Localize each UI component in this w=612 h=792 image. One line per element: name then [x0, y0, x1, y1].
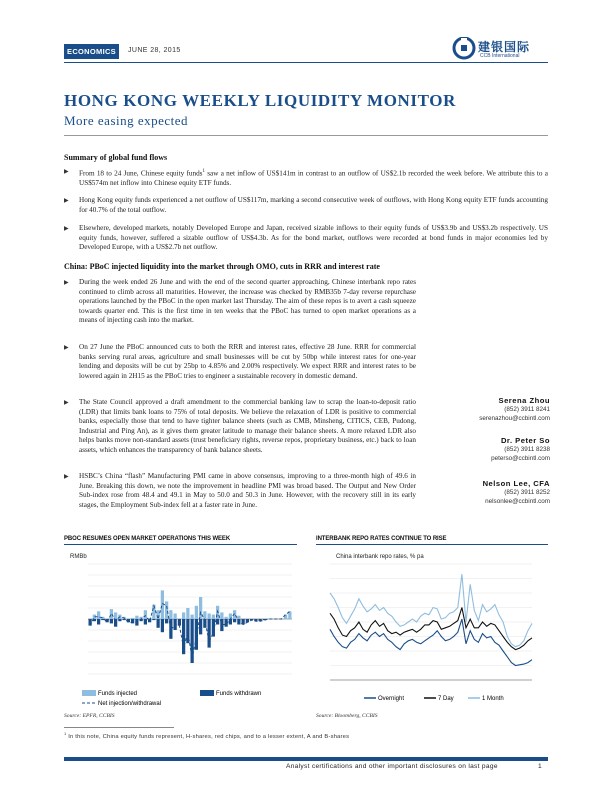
bullet-item: [64, 224, 548, 253]
analyst-phone: (852) 3911 8252: [504, 489, 550, 496]
bar-withdrawn: [182, 619, 185, 654]
legend-swatch-injected: [82, 690, 96, 696]
bar-withdrawn: [123, 619, 126, 620]
chart-source: Source: EPFR, CCBIS: [64, 713, 115, 719]
bar-injected: [165, 601, 168, 619]
footnote-number: 1: [64, 731, 67, 736]
bullet-text: saw a net inflow of US$141m in contrast to an outflow of US$2.1b recorded the week before. We attribute this to a US$574m net inflow into Chinese equity ETF funds.: [79, 169, 548, 187]
bar-injected: [237, 616, 240, 619]
bar-injected: [110, 609, 113, 619]
chart-title-rule: [64, 544, 297, 545]
bullet-item: [64, 472, 416, 510]
analyst-email[interactable]: nelsonlee@ccbintl.com: [485, 498, 550, 505]
chart-title-omo: PBOC RESUMES OPEN MARKET OPERATIONS THIS WEEK: [64, 536, 231, 542]
bullet-item: [64, 398, 416, 456]
section-heading-china: China: PBoC injected liquidity into the market through OMO, cuts in RRR and interest rate: [64, 262, 380, 271]
analyst-card: [491, 436, 550, 463]
analyst-card: [479, 396, 550, 423]
legend-label: Funds withdrawn: [216, 691, 262, 697]
legend-label: Net injection/withdrawal: [98, 701, 162, 707]
bar-injected: [212, 615, 215, 619]
analyst-phone: (852) 3911 8241: [504, 406, 550, 413]
section-tag: ECONOMICS: [64, 44, 119, 59]
bar-injected: [225, 617, 228, 619]
bar-withdrawn: [178, 619, 181, 626]
series-line-overnight: [330, 619, 532, 665]
bullet-text: On 27 June the PBoC announced cuts to both the RRR and interest rates, effective 28 June. RRR for commercial banks serving rural areas, agriculture and small businesses will be cut by 50bp while interest rates for one-year lending and deposits will be cut by 25bp to 4.85% and 2.00% respectively. We expect RRR and interest rates to be lowered again in 2H15 as the PBoC tries to engineer a sustainable recovery in domestic demand.: [79, 343, 416, 380]
bar-injected: [191, 615, 194, 619]
analyst-name: Serena Zhou: [498, 396, 550, 405]
bullet-arrow-icon: ▶: [64, 400, 69, 406]
footer-bar: [64, 757, 548, 761]
page-subtitle: More easing expected: [64, 113, 189, 128]
bar-withdrawn: [216, 619, 219, 625]
bar-injected: [135, 616, 138, 619]
bar-injected: [144, 610, 147, 619]
bullet-arrow-icon: ▶: [64, 345, 69, 351]
bar-withdrawn: [110, 619, 113, 623]
report-date: JUNE 28, 2015: [128, 47, 181, 54]
bar-withdrawn: [144, 619, 147, 625]
bar-withdrawn: [161, 619, 164, 632]
bullet-text: During the week ended 26 June and with the end of the second quarter approaching, Chinese interbank repo rates continued to climb across all maturities. However, the increase was checked by RMB35b 7-day reverse repurchase operations launched by the PBoC in the open market last Thursday. The aim of these repos is to avert a cash squeeze towards quarter end. This is the first time in ten weeks that the PBoC has turned to open market operations as a means of injecting cash into the market.: [79, 278, 416, 325]
analyst-name: Nelson Lee, CFA: [482, 479, 550, 488]
footnote-text: In this note, China equity funds represent, H-shares, red chips, and to a lesser extent, A and B-shares: [66, 733, 350, 740]
footnote-rule: [64, 727, 174, 728]
bar-injected: [208, 614, 211, 620]
page-number: 1: [538, 763, 542, 770]
bar-injected: [199, 597, 202, 619]
bullet-item: [64, 343, 416, 381]
bar-withdrawn: [97, 619, 100, 625]
series-line-7day: [330, 608, 532, 650]
page-title: HONG KONG WEEKLY LIQUIDITY MONITOR: [64, 91, 456, 110]
bullet-item: [64, 167, 548, 189]
bullet-arrow-icon: ▶: [64, 226, 69, 232]
legend-label: 1 Month: [482, 696, 504, 702]
bar-injected: [174, 614, 177, 620]
bullet-arrow-icon: ▶: [64, 474, 69, 480]
chart-title-repo: INTERBANK REPO RATES CONTINUE TO RISE: [316, 536, 447, 542]
chart-source: Source: Bloomberg, CCBIS: [316, 713, 378, 719]
section-heading-fund-flows: Summary of global fund flows: [64, 153, 168, 162]
chart1-ylabel: RMBb: [70, 554, 87, 560]
net-injection-line: [90, 604, 290, 659]
bar-withdrawn: [152, 619, 155, 620]
bar-withdrawn: [165, 619, 168, 623]
bullet-text: HSBC’s China “flash” Manufacturing PMI came in above consensus, improving to a three-month high of 49.6 in June. Breaking this down, we note the improvement in headline PMI was broad based. The Output and New Order Sub-index rose from 48.4 and 49.1 in May to 50.0 and 50.3 in June. However, with the recovery still in its early stages, the Employment Sub-index fell at a faster rate in June.: [79, 472, 416, 509]
legend-swatch-withdrawn: [200, 690, 214, 696]
bullet-text: From 18 to 24 June, Chinese equity funds: [79, 169, 203, 178]
footnote: [64, 731, 349, 740]
bullet-text: Elsewhere, developed markets, notably Developed Europe and Japan, received sizable inflows to their equity funds of US$3.9b and US$3.2b respectively. US equity funds, however, suffered a sizable outflow of US$4.3b. As for the bond market, outflows were recorded at bond funds in major economies led by Developed Europe, with a US$2.7b net outflow.: [79, 224, 548, 252]
bar-withdrawn: [233, 619, 236, 622]
bar-injected: [169, 610, 172, 619]
footnote-marker[interactable]: 1: [202, 169, 205, 174]
bar-injected: [195, 606, 198, 619]
bullet-arrow-icon: ▶: [64, 198, 69, 204]
bar-injected: [131, 618, 134, 619]
repo-rate-line-chart: [316, 546, 548, 711]
header-rule: [64, 62, 548, 63]
chart-title-rule: [316, 544, 548, 545]
disclosure-link[interactable]: Analyst certifications and other important disclosures on last page: [286, 763, 498, 770]
bullet-arrow-icon: ▶: [64, 280, 69, 286]
bar-injected: [182, 612, 185, 619]
bullet-text: The State Council approved a draft amendment to the commercial banking law to scrap the loan-to-deposit ratio (LDR) that limits bank loans to 75% of total deposits. We believe the relaxation of LDR is positive to commercial banks, especially those that tend to have tighter balance sheets (such as CMB, Minsheng, CITICS, CEB, Pudong, Industrial and Ping An), as it gives them greater latitude to manage their balance sheets. A more relaxed LDR also helps banks move non-standard assets (trust beneficiary rights, reverse repos, proprietary business, etc.) back to loan assets, which enhances the transparency of bank balance sheets.: [79, 398, 416, 454]
bar-injected: [97, 611, 100, 619]
title-rule: [64, 135, 548, 136]
legend-label: 7 Day: [438, 696, 454, 702]
analyst-card: [483, 479, 550, 506]
bar-withdrawn: [157, 619, 160, 628]
analyst-email[interactable]: serenazhou@ccbintl.com: [479, 415, 550, 422]
legend-label: Overnight: [378, 696, 405, 702]
bar-withdrawn: [191, 619, 194, 663]
bar-injected: [114, 612, 117, 619]
bar-withdrawn: [208, 619, 211, 648]
legend-label: Funds injected: [98, 691, 138, 697]
bullet-item: [64, 278, 416, 326]
bar-injected: [220, 612, 223, 619]
chart2-ylabel: China interbank repo rates, % pa: [336, 554, 424, 560]
bar-withdrawn: [118, 619, 121, 621]
analyst-name: Dr. Peter So: [500, 436, 550, 445]
bullet-item: [64, 196, 548, 215]
analyst-email[interactable]: peterso@ccbintl.com: [491, 455, 550, 462]
logo-english-name: CCB International: [480, 53, 520, 59]
logo-chinese-name: 建银国际: [478, 40, 531, 54]
bar-withdrawn: [199, 619, 202, 634]
bar-injected: [186, 608, 189, 619]
bullet-arrow-icon: ▶: [64, 169, 69, 175]
omo-bar-chart: [64, 546, 300, 711]
bar-injected: [203, 611, 206, 619]
analyst-phone: (852) 3911 8238: [504, 446, 550, 453]
bullet-text: Hong Kong equity funds experienced a net outflow of US$117m, marking a second consecutive week of outflows, with Hong Kong equity ETF funds accounting for 40.7% of the total outflow.: [79, 196, 548, 214]
